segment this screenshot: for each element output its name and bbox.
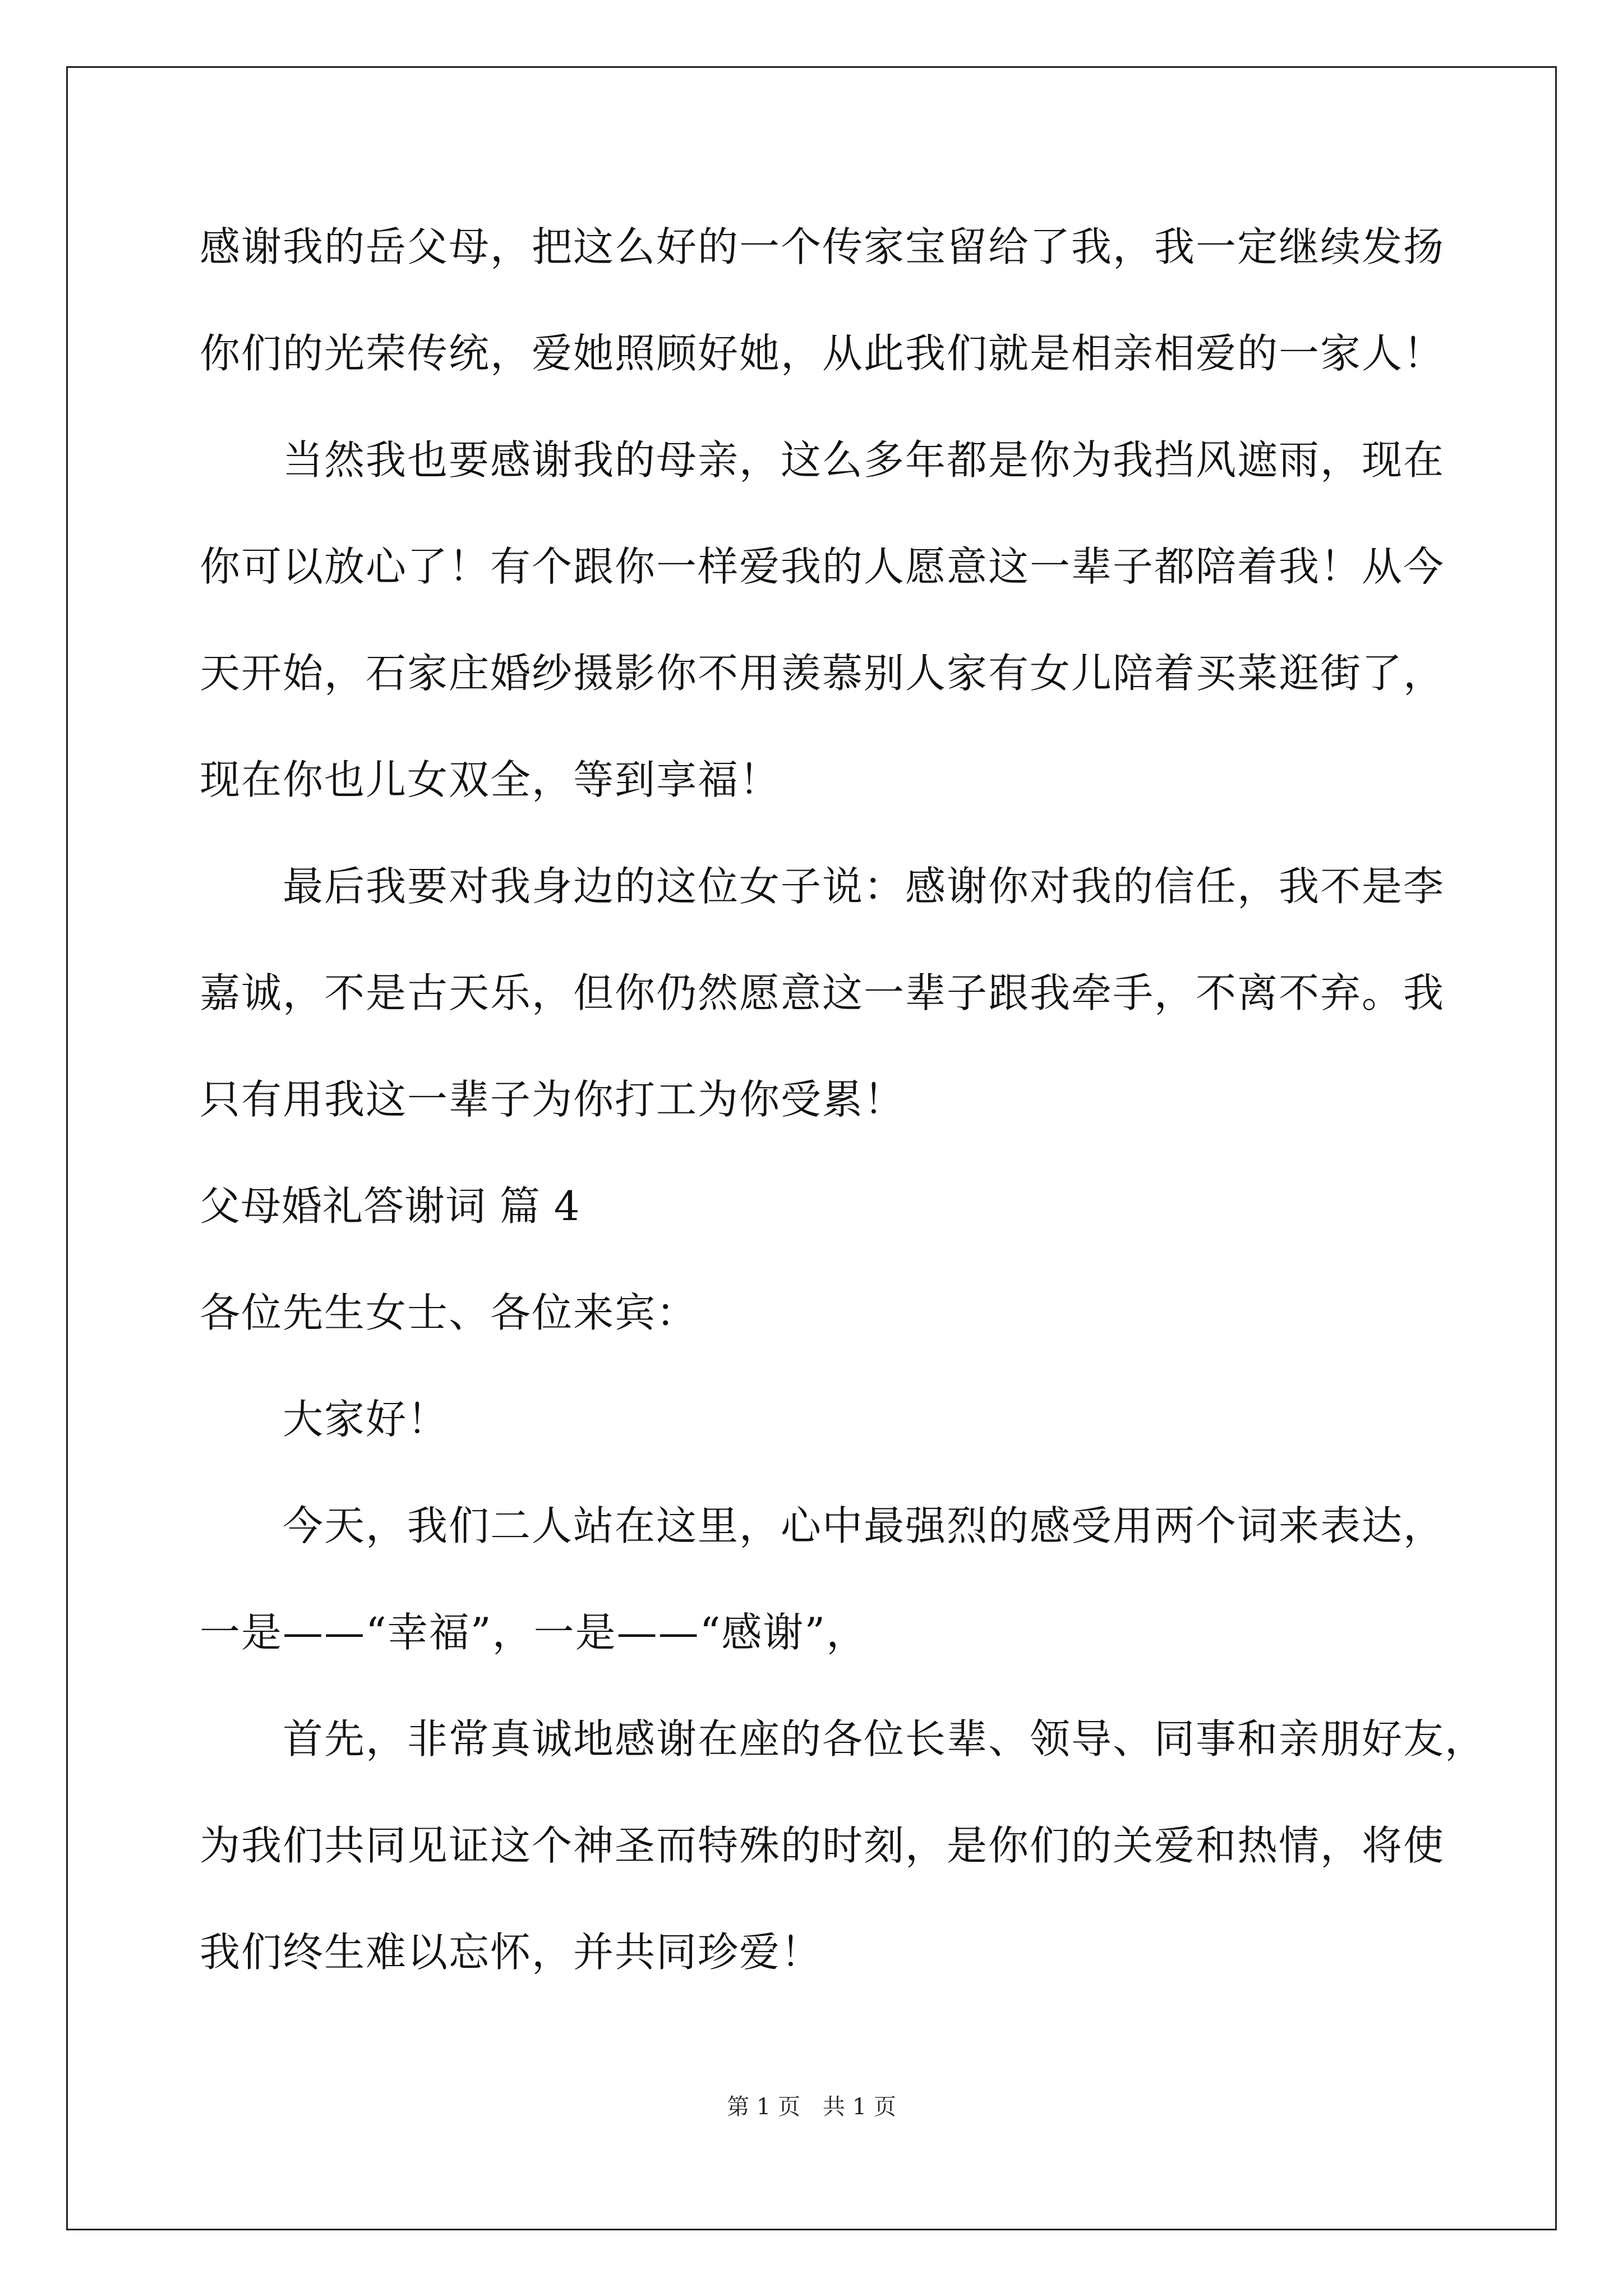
paragraph-line: 一是——“幸福”，一是——“感谢”， bbox=[200, 1609, 868, 1656]
greeting-line: 大家好！ bbox=[283, 1396, 449, 1443]
page-number-footer: 第 1 页 共 1 页 bbox=[727, 2094, 896, 2120]
paragraph-line: 天开始，石家庄婚纱摄影你不用羡慕别人家有女儿陪着买菜逛街了， bbox=[200, 650, 1445, 697]
paragraph-line: 我们终生难以忘怀，并共同珍爱！ bbox=[200, 1929, 823, 1976]
paragraph-line: 感谢我的岳父母，把这么好的一个传家宝留给了我，我一定继续发扬 bbox=[200, 223, 1445, 270]
paragraph-line: 当然我也要感谢我的母亲，这么多年都是你为我挡风遮雨，现在 bbox=[283, 436, 1445, 484]
paragraph-line: 只有用我这一辈子为你打工为你受累！ bbox=[200, 1076, 906, 1123]
paragraph-line: 嘉诚，不是古天乐，但你仍然愿意这一辈子跟我牵手，不离不弃。我 bbox=[200, 969, 1445, 1016]
paragraph-line: 你们的光荣传统，爱她照顾好她，从此我们就是相亲相爱的一家人！ bbox=[200, 330, 1445, 377]
paragraph-line: 为我们共同见证这个神圣而特殊的时刻，是你们的关爱和热情，将使 bbox=[200, 1822, 1445, 1869]
section-heading: 父母婚礼答谢词 篇 4 bbox=[200, 1182, 580, 1230]
paragraph-line: 最后我要对我身边的这位女子说：感谢你对我的信任，我不是李 bbox=[283, 863, 1445, 910]
salutation-line: 各位先生女士、各位来宾： bbox=[200, 1289, 698, 1336]
page-border bbox=[66, 66, 1557, 2230]
paragraph-line: 首先，非常真诚地感谢在座的各位长辈、领导、同事和亲朋好友， bbox=[283, 1715, 1487, 1763]
paragraph-line: 现在你也儿女双全，等到享福！ bbox=[200, 756, 781, 803]
paragraph-line: 你可以放心了！有个跟你一样爱我的人愿意这一辈子都陪着我！从今 bbox=[200, 543, 1445, 590]
paragraph-line: 今天，我们二人站在这里，心中最强烈的感受用两个词来表达， bbox=[283, 1502, 1445, 1549]
